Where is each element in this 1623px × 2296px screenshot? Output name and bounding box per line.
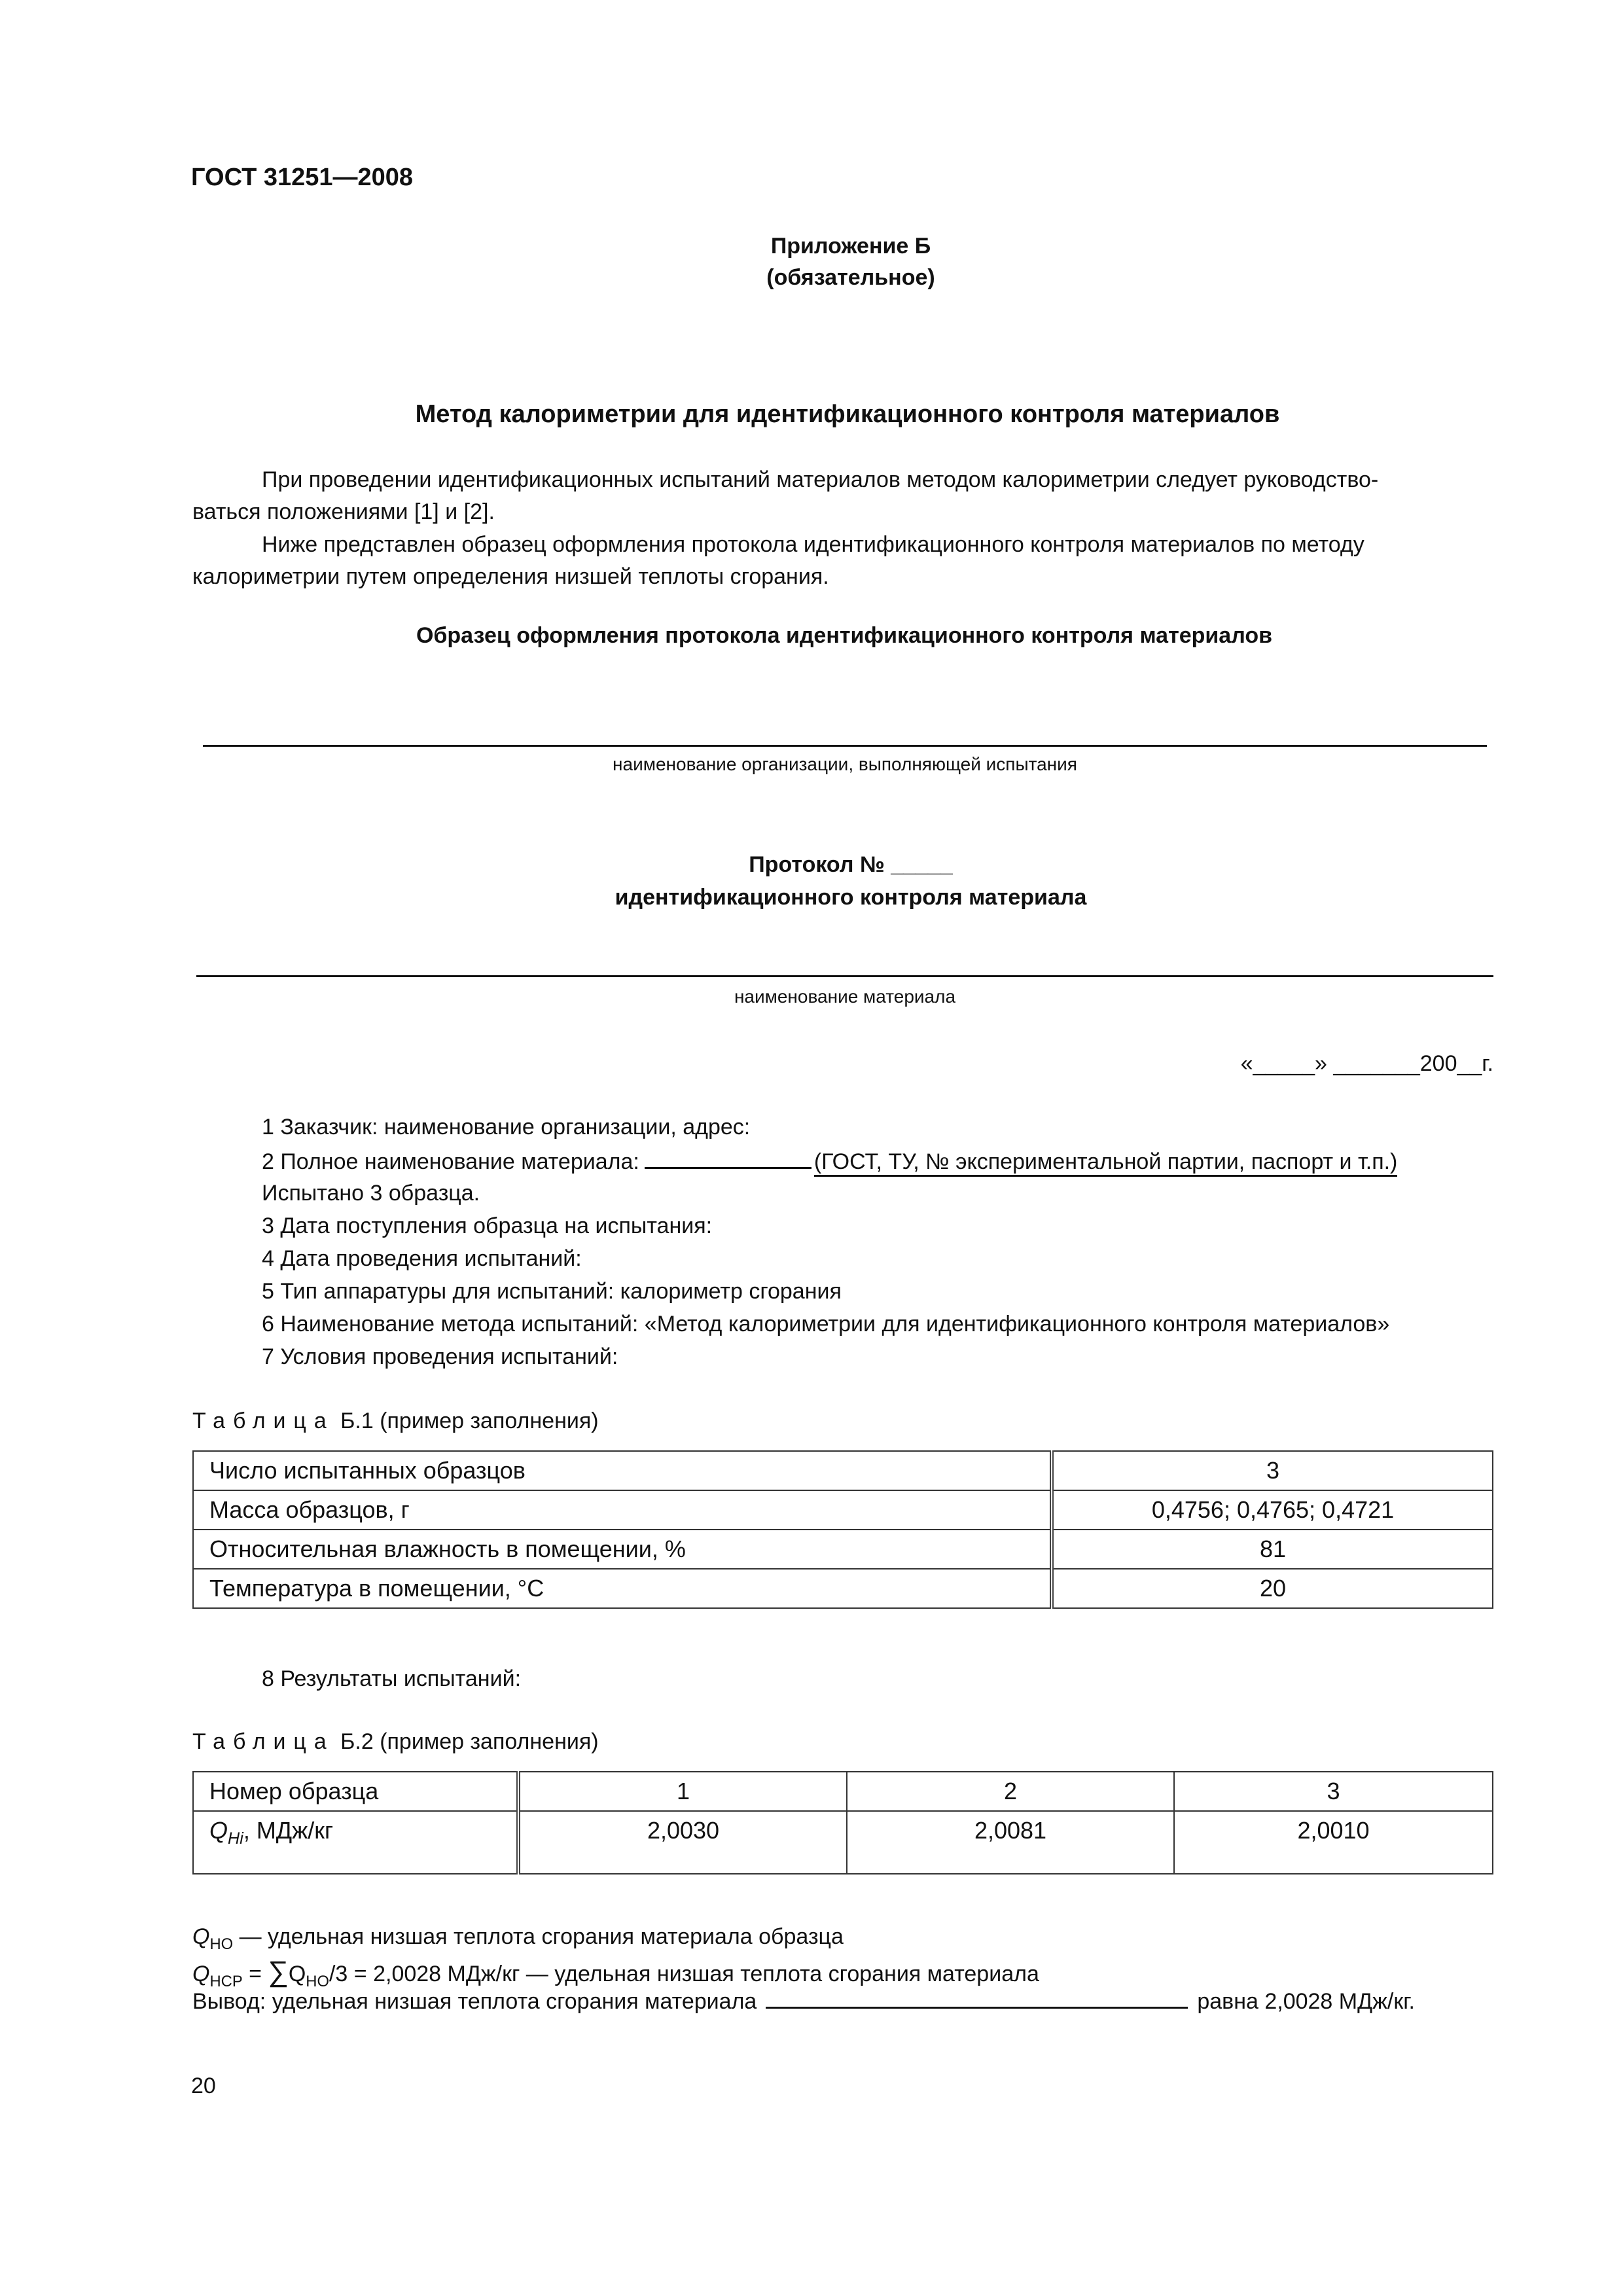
table-row <box>193 1490 1493 1530</box>
table2-cell: 2,0010 <box>1174 1811 1493 1874</box>
table2-header-c3: 3 <box>1174 1772 1493 1811</box>
item-material-label: 2 Полное наименование материала: <box>262 1149 639 1174</box>
material-line <box>196 975 1493 977</box>
material-caption: наименование материала <box>734 986 956 1007</box>
table2-row-label <box>193 1811 518 1874</box>
intro-p2-line2: калориметрии путем определения низшей теплоты сгорания. <box>192 564 829 589</box>
item-test-date: 4 Дата проведения испытаний: <box>262 1246 582 1271</box>
table-row <box>193 1530 1493 1569</box>
table1-value: 81 <box>1052 1530 1493 1569</box>
note-qhcp-text: /3 = 2,0028 МДж/кг — удельная низшая теплота сгорания материала <box>329 1962 1039 1986</box>
note-qho <box>192 1924 844 1953</box>
table-row <box>193 1569 1493 1608</box>
table-row <box>193 1451 1493 1490</box>
sum-symbol: ∑ <box>268 1956 289 1988</box>
material-blank-line <box>645 1147 812 1169</box>
conclusion-value: равна 2,0028 МДж/кг. <box>1197 1989 1415 2014</box>
table-row <box>193 1811 1493 1874</box>
table1-value: 20 <box>1052 1569 1493 1608</box>
item-equipment: 5 Тип аппаратуры для испытаний: калориметр сгорания <box>262 1279 842 1304</box>
table1-caption-word: Таблица <box>192 1408 334 1433</box>
protocol-subtitle: идентификационного контроля материала <box>615 885 1087 910</box>
intro-p1-line1: При проведении идентификационных испытаний материалов методом калориметрии следует руководство- <box>262 467 1379 492</box>
table1-caption-rest: Б.1 (пример заполнения) <box>340 1408 599 1433</box>
note-qho-text: — удельная низшая теплота сгорания материала образца <box>233 1924 844 1949</box>
organization-caption: наименование организации, выполняющей испытания <box>613 754 1077 774</box>
table1 <box>192 1450 1493 1609</box>
protocol-number: Протокол № _____ <box>749 852 953 877</box>
table2-caption-word: Таблица <box>192 1729 334 1754</box>
sample-title: Образец оформления протокола идентификационного контроля материалов <box>416 623 1273 648</box>
item-method: 6 Наименование метода испытаний: «Метод калориметрии для идентификационного контроля материалов» <box>262 1312 1390 1336</box>
table1-label: Температура в помещении, °C <box>193 1569 1052 1608</box>
q-symbol: Q <box>209 1817 228 1844</box>
item-customer: 1 Заказчик: наименование организации, адрес: <box>262 1115 751 1139</box>
table2-header-c2: 2 <box>847 1772 1174 1811</box>
intro-p1-line2: ваться положениями [1] и [2]. <box>192 499 495 524</box>
table2-header-label: Номер образца <box>193 1772 518 1811</box>
note-equals: = <box>242 1962 268 1986</box>
item-material-hint: (ГОСТ, ТУ, № экспериментальной партии, паспорт и т.п.) <box>814 1149 1398 1177</box>
main-title: Метод калориметрии для идентификационного контроля материалов <box>415 401 1280 428</box>
table2-cell: 2,0081 <box>847 1811 1174 1874</box>
note-q-subscript: НО <box>209 1935 234 1953</box>
table2-header-c1: 1 <box>518 1772 847 1811</box>
note-q-subscript: НСР <box>209 1972 243 1990</box>
conclusion-label: Вывод: удельная низшая теплота сгорания материала <box>192 1989 757 2014</box>
note-q-symbol: Q <box>192 1962 210 1986</box>
appendix-title: Приложение Б <box>770 234 931 259</box>
table2-caption-rest: Б.2 (пример заполнения) <box>340 1729 599 1754</box>
item-receipt-date: 3 Дата поступления образца на испытания: <box>262 1213 713 1238</box>
item-results: 8 Результаты испытаний: <box>262 1666 522 1691</box>
conclusion-blank-line <box>766 1987 1188 2009</box>
note-q-symbol-2: Q <box>288 1962 306 1986</box>
table1-label: Относительная влажность в помещении, % <box>193 1530 1052 1569</box>
note-q-subscript-2: НО <box>306 1972 329 1990</box>
table1-caption <box>192 1408 599 1434</box>
q-subscript: Hi <box>228 1829 243 1848</box>
appendix-status: (обязательное) <box>766 265 935 290</box>
item-tested-count: Испытано 3 образца. <box>262 1181 480 1206</box>
organization-line <box>203 745 1487 747</box>
table1-value: 0,4756; 0,4765; 0,4721 <box>1052 1490 1493 1530</box>
table-row <box>193 1772 1493 1811</box>
table1-label: Масса образцов, г <box>193 1490 1052 1530</box>
table1-label: Число испытанных образцов <box>193 1451 1052 1490</box>
conclusion <box>192 1987 1493 2015</box>
document-code: ГОСТ 31251—2008 <box>191 164 414 191</box>
table1-value: 3 <box>1052 1451 1493 1490</box>
page-number: 20 <box>191 2073 216 2098</box>
note-qhcp <box>192 1956 1039 1990</box>
item-material-name <box>262 1147 1397 1177</box>
item-conditions: 7 Условия проведения испытаний: <box>262 1344 618 1369</box>
unit-label: , МДж/кг <box>243 1817 334 1844</box>
date-line: «_____» _______200__г. <box>1240 1051 1493 1076</box>
table2-caption <box>192 1729 599 1755</box>
table2-cell: 2,0030 <box>518 1811 847 1874</box>
table2 <box>192 1771 1493 1874</box>
intro-p2-line1: Ниже представлен образец оформления протокола идентификационного контроля материалов по методу <box>262 532 1364 557</box>
note-q-symbol: Q <box>192 1924 210 1949</box>
